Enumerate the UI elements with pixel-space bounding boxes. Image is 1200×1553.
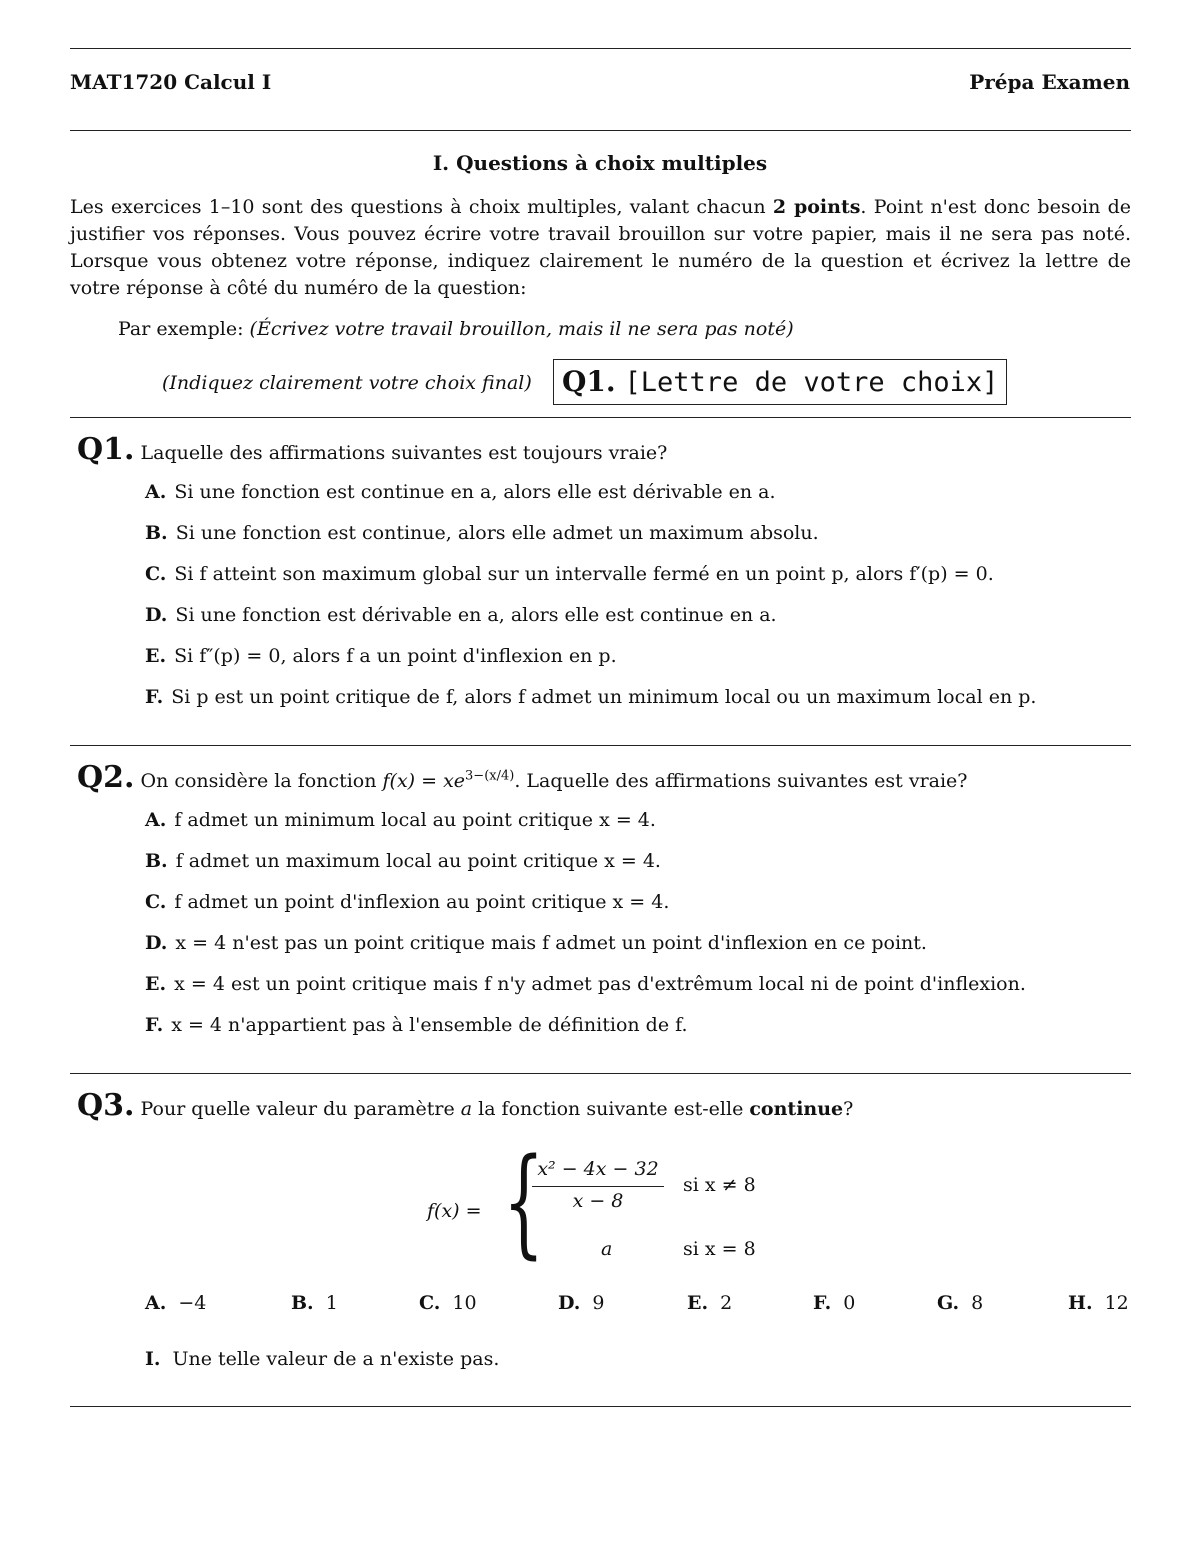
option-text: x = 4 n'appartient pas à l'ensemble de définition de f. (171, 1014, 688, 1036)
choice-value: 2 (720, 1292, 733, 1314)
example-line (118, 318, 794, 340)
q1-text: Laquelle des affirmations suivantes est toujours vraie? (140, 442, 668, 464)
choice-value: 12 (1104, 1292, 1129, 1314)
choice-letter: C. (419, 1292, 441, 1314)
choice-letter: D. (558, 1292, 581, 1314)
course-title: MAT1720 Calcul I (70, 70, 272, 94)
q1-option-b (145, 522, 819, 544)
fraction-bar (532, 1186, 664, 1187)
option-letter: E. (145, 973, 167, 995)
q1-stem (77, 432, 667, 467)
q2-option-a (145, 809, 656, 831)
q3-choice-g (937, 1292, 983, 1314)
q3-text-c: ? (843, 1098, 854, 1120)
condition-2: si x = 8 (683, 1238, 756, 1260)
q3-text-b: la fonction suivante est-elle (472, 1098, 750, 1120)
q2-exponent: 3−(x/4) (465, 768, 515, 784)
option-text: Si p est un point critique de f, alors f admet un minimum local ou un maximum local en p. (171, 686, 1037, 708)
q1-option-f (145, 686, 1036, 708)
option-text: x = 4 est un point critique mais f n'y admet pas d'extrêmum local ni de point d'inflexion. (174, 973, 1026, 995)
q1-option-c (145, 563, 994, 585)
q1-option-a (145, 481, 776, 503)
bottom-rule (70, 1406, 1131, 1407)
answer-box-question: Q1. (562, 365, 616, 398)
option-text: f admet un minimum local au point critique x = 4. (174, 809, 656, 831)
choice-letter: G. (937, 1292, 960, 1314)
intro-text-2: . Point n'est donc besoin de justifier vos réponses. Vous pouvez écrire votre travail brouillon sur votre papier, mais il ne sera pas noté. Lorsque vous obtenez votre réponse, indiquez clairement le numéro de la question et écrivez la lettre de votre réponse à côté du numéro de la question: (70, 196, 1131, 299)
option-letter: D. (145, 932, 168, 954)
q3-choice-a (145, 1292, 206, 1314)
q2-top-rule (70, 745, 1131, 746)
answer-example-box (553, 359, 1007, 405)
option-letter: B. (145, 522, 168, 544)
q3-choice-e (687, 1292, 732, 1314)
choice-letter: I. (145, 1348, 161, 1370)
q1-number: Q1. (77, 432, 135, 467)
q3-choice-h (1068, 1292, 1129, 1314)
option-text: f admet un maximum local au point critique x = 4. (175, 850, 661, 872)
condition-1: si x ≠ 8 (683, 1174, 756, 1196)
choice-letter: F. (813, 1292, 832, 1314)
option-text: Si une fonction est continue en a, alors elle est dérivable en a. (174, 481, 776, 503)
option-text: Si une fonction est continue, alors elle admet un maximum absolu. (175, 522, 819, 544)
choice-value: Une telle valeur de a n'existe pas. (172, 1348, 500, 1370)
q3-top-rule (70, 1073, 1131, 1074)
intro-text-1: Les exercices 1–10 sont des questions à choix multiples, valant chacun (70, 196, 773, 218)
q2-number: Q2. (77, 760, 135, 795)
q3-choice-c (419, 1292, 477, 1314)
option-text: x = 4 n'est pas un point critique mais f admet un point d'inflexion en ce point. (175, 932, 927, 954)
q3-text-a: Pour quelle valeur du paramètre (140, 1098, 461, 1120)
q2-stem (77, 760, 968, 795)
choice-letter: A. (145, 1292, 167, 1314)
choice-value: 0 (843, 1292, 856, 1314)
intro-points: 2 points (772, 196, 861, 218)
top-rule (70, 48, 1131, 49)
option-letter: D. (145, 604, 168, 626)
example-note: (Écrivez votre travail brouillon, mais il ne sera pas noté) (249, 318, 794, 340)
option-letter: B. (145, 850, 168, 872)
option-text: f admet un point d'inflexion au point critique x = 4. (174, 891, 670, 913)
example-label: Par exemple: (118, 318, 250, 340)
option-letter: A. (145, 809, 167, 831)
fraction-denominator: x − 8 (572, 1190, 624, 1212)
fraction-numerator: x² − 4x − 32 (537, 1158, 659, 1180)
option-text: Si une fonction est dérivable en a, alors elle est continue en a. (175, 604, 777, 626)
option-text: Si f″(p) = 0, alors f a un point d'inflexion en p. (174, 645, 617, 667)
q3-choice-b (291, 1292, 338, 1314)
q2-option-d (145, 932, 927, 954)
case-2-value: a (601, 1238, 613, 1260)
q3-choice-f (813, 1292, 855, 1314)
q3-number: Q3. (77, 1088, 135, 1123)
q1-top-rule (70, 417, 1131, 418)
choice-value: −4 (178, 1292, 207, 1314)
choice-letter: E. (687, 1292, 709, 1314)
option-letter: F. (145, 686, 164, 708)
q2-function: f(x) = xe (382, 770, 466, 792)
choice-letter: B. (291, 1292, 314, 1314)
q2-option-b (145, 850, 661, 872)
q3-text-bold: continue (749, 1098, 844, 1120)
option-text: Si f atteint son maximum global sur un intervalle fermé en un point p, alors f′(p) = 0. (174, 563, 994, 585)
instructions-paragraph (70, 194, 1131, 302)
q1-option-e (145, 645, 617, 667)
q2-option-e (145, 973, 1026, 995)
q2-option-c (145, 891, 669, 913)
q3-choice-i (145, 1348, 499, 1370)
option-letter: F. (145, 1014, 164, 1036)
q3-parameter: a (460, 1098, 473, 1120)
option-letter: C. (145, 563, 167, 585)
option-letter: C. (145, 891, 167, 913)
final-choice-note: (Indiquez clairement votre choix final) (162, 372, 532, 394)
choice-value: 1 (325, 1292, 338, 1314)
choice-value: 8 (971, 1292, 984, 1314)
section-title: I. Questions à choix multiples (432, 151, 768, 175)
document-type: Prépa Examen (969, 70, 1130, 94)
choice-value: 10 (452, 1292, 477, 1314)
piecewise-brace: { (503, 1132, 545, 1270)
option-letter: A. (145, 481, 167, 503)
option-letter: E. (145, 645, 167, 667)
q1-option-d (145, 604, 777, 626)
choice-letter: H. (1068, 1292, 1093, 1314)
q3-stem (77, 1088, 853, 1123)
q3-choice-d (558, 1292, 605, 1314)
piecewise-lhs: f(x) = (427, 1200, 482, 1222)
q2-text-a: On considère la fonction (140, 770, 383, 792)
answer-box-text: [Lettre de votre choix] (624, 367, 999, 398)
q2-text-b: . Laquelle des affirmations suivantes est vraie? (514, 770, 968, 792)
header-rule (70, 130, 1131, 131)
q2-option-f (145, 1014, 688, 1036)
choice-value: 9 (592, 1292, 605, 1314)
